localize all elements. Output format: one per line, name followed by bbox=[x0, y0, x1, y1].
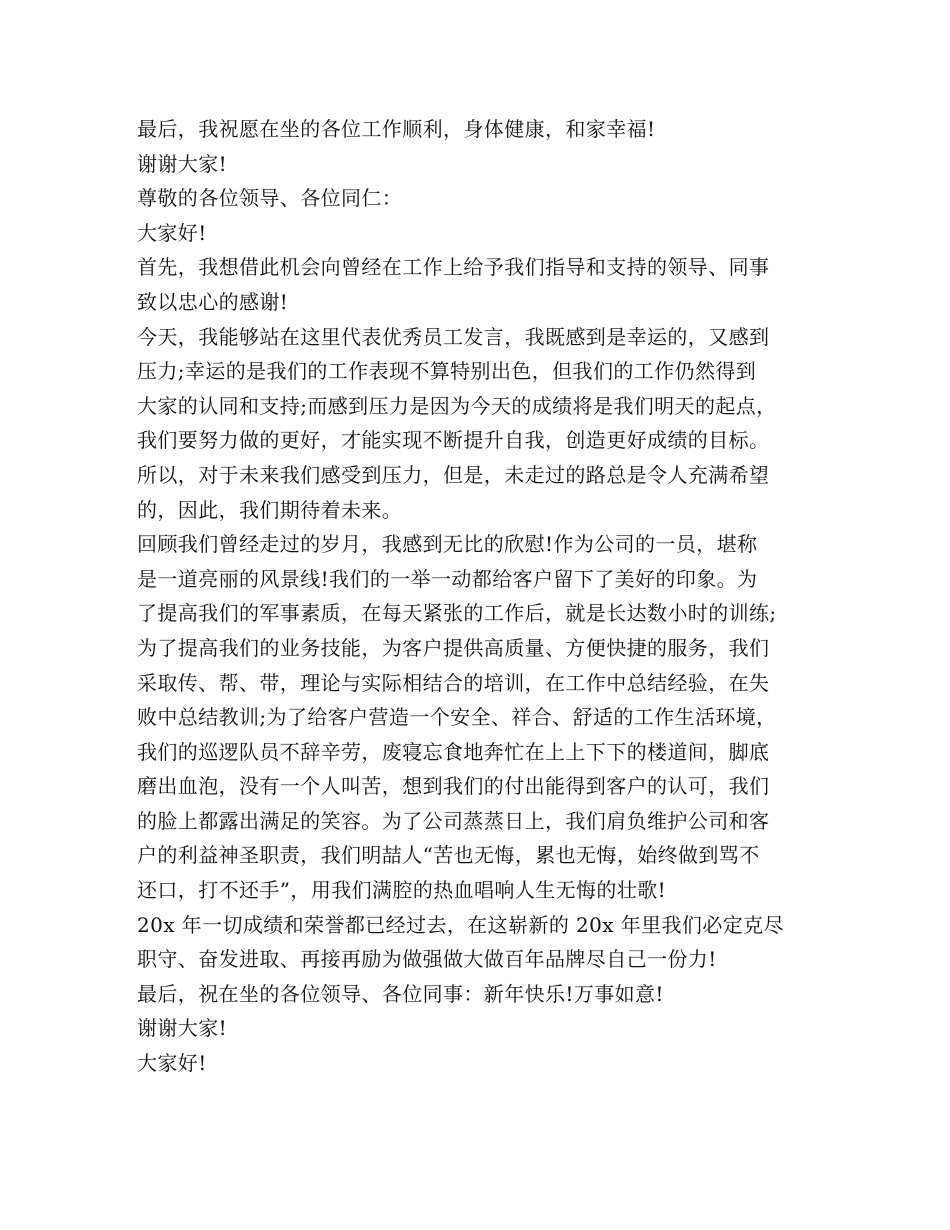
text-line: 还口，打不还手”，用我们满腔的热血唱响人生无悔的壮歌! bbox=[137, 878, 667, 903]
text-line: 最后，祝在坐的各位领导、各位同事：新年快乐!万事如意! bbox=[137, 981, 664, 1006]
document-body bbox=[137, 112, 827, 1081]
text-line: 败中总结教训;为了给客户营造一个安全、祥合、舒适的工作生活环境， bbox=[137, 705, 777, 730]
text-line: 所以，对于未来我们感受到压力，但是，未走过的路总是令人充满希望 bbox=[137, 462, 770, 487]
text-line: 尊敬的各位领导、各位同仁： bbox=[137, 186, 403, 211]
text-line: 最后，我祝愿在坐的各位工作顺利，身体健康，和家幸福! bbox=[137, 117, 656, 141]
text-line: 的，因此，我们期待着未来。 bbox=[137, 497, 403, 522]
text-line: 是一道亮丽的风景线!我们的一举一动都给客户留下了美好的印象。为 bbox=[137, 566, 758, 591]
text-line: 谢谢大家! bbox=[137, 151, 228, 176]
text-line: 回顾我们曾经走过的岁月，我感到无比的欣慰!作为公司的一员，堪称 bbox=[137, 532, 758, 557]
text-line: 我们的巡逻队员不辞辛劳，废寝忘食地奔忙在上上下下的楼道间，脚底 bbox=[137, 739, 770, 764]
text-line: 为了提高我们的业务技能，为客户提供高质量、方便快捷的服务，我们 bbox=[137, 635, 770, 660]
text-line: 压力;幸运的是我们的工作表现不算特别出色，但我们的工作仍然得到 bbox=[137, 359, 757, 384]
text-line: 致以忠心的感谢! bbox=[137, 289, 289, 314]
text-line: 大家的认同和支持;而感到压力是因为今天的成绩将是我们明天的起点， bbox=[137, 393, 777, 418]
text-line: 今天，我能够站在这里代表优秀员工发言，我既感到是幸运的，又感到 bbox=[137, 324, 770, 349]
text-line: 户的利益神圣职责，我们明喆人“苦也无悔，累也无悔，始终做到骂不 bbox=[137, 843, 760, 868]
text-line: 了提高我们的军事素质，在每天紧张的工作后，就是长达数小时的训练; bbox=[137, 601, 777, 626]
text-line: 职守、奋发进取、再接再励为做强做大做百年品牌尽自己一份力! bbox=[137, 947, 717, 972]
text-line: 谢谢大家! bbox=[137, 1016, 228, 1041]
text-line: 磨出血泡，没有一个人叫苦，想到我们的付出能得到客户的认可，我们 bbox=[137, 774, 770, 799]
text-line: 我们要努力做的更好，才能实现不断提升自我，创造更好成绩的目标。 bbox=[137, 428, 770, 453]
text-line: 首先，我想借此机会向曾经在工作上给予我们指导和支持的领导、同事 bbox=[137, 255, 770, 280]
text-line: 大家好! bbox=[137, 1051, 207, 1076]
text-line: 的脸上都露出满足的笑容。为了公司蒸蒸日上，我们肩负维护公司和客 bbox=[137, 808, 770, 833]
text-line: 采取传、帮、带，理论与实际相结合的培训，在工作中总结经验，在失 bbox=[137, 670, 770, 695]
text-line: 大家好! bbox=[137, 220, 207, 245]
text-line: 20x 年一切成绩和荣誉都已经过去，在这崭新的 20x 年里我们必定克尽 bbox=[137, 912, 784, 937]
